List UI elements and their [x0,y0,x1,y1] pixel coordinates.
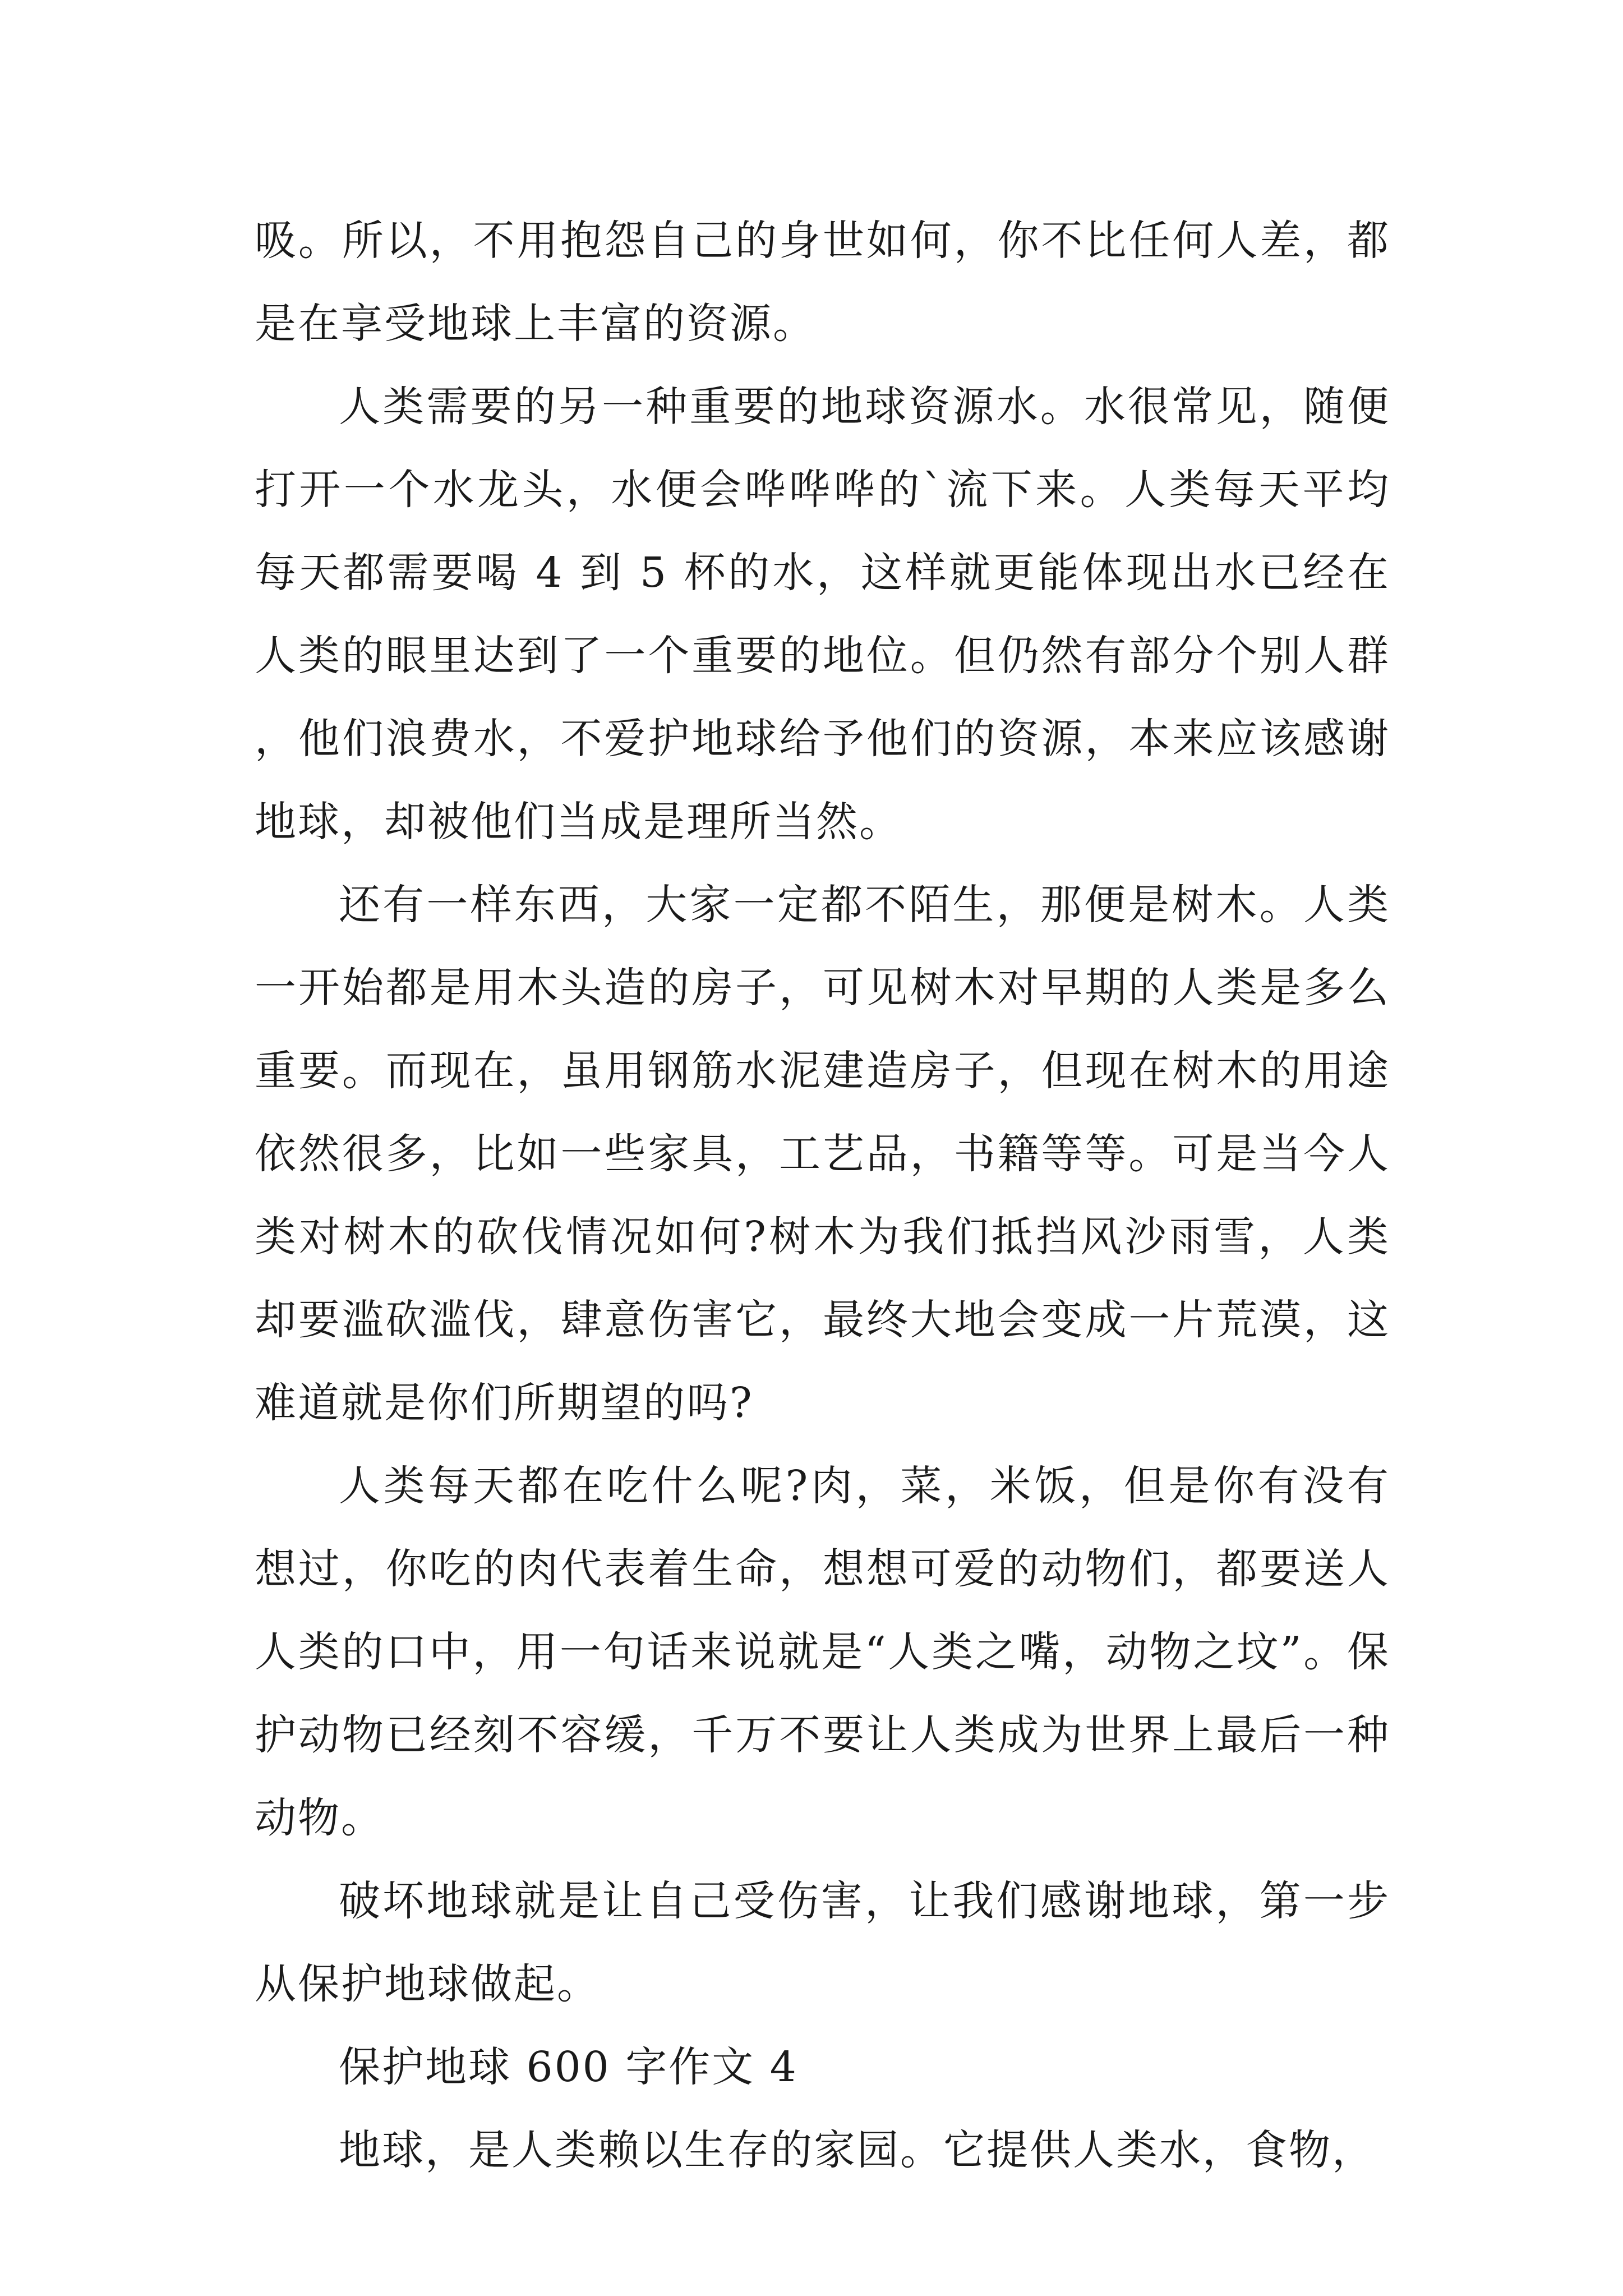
paragraph-3: 还有一样东西，大家一定都不陌生，那便是树木。人类一开始都是用木头造的房子，可见树木对早期的人类是多么重要。而现在，虽用钢筋水泥建造房子，但现在树木的用途依然很多，比如一些家具，工艺品，书籍等等。可是当今人类对树木的砍伐情况如何?树木为我们抵挡风沙雨雪，人类却要滥砍滥伐，肆意伤害它，最终大地会变成一片荒漠，这难道就是你们所期望的吗? [255,881,1390,1427]
paragraph-4: 人类每天都在吃什么呢?肉，菜，米饭，但是你有没有想过，你吃的肉代表着生命，想想可爱的动物们，都要送人人类的口中，用一句话来说就是“人类之嘴，动物之坟”。保护动物已经刻不容缓，千万不要让人类成为世界上最后一种动物。 [255,1462,1390,1842]
paragraph-2: 人类需要的另一种重要的地球资源水。水很常见，随便打开一个水龙头，水便会哗哗哗的`流下来。人类每天平均每天都需要喝 4 到 5 杯的水，这样就更能体现出水已经在人类的眼里达到了一个重要的地位。但仍然有部分个别人群，他们浪费水，不爱护地球给予他们的资源，本来应该感谢地球，却被他们当成是理所当然。 [255,383,1390,846]
essay-heading: 保护地球 600 字作文 4 [339,2043,798,2091]
paragraph-5: 破坏地球就是让自己受伤害，让我们感谢地球，第一步从保护地球做起。 [255,1877,1390,2008]
paragraph-6: 地球，是人类赖以生存的家园。它提供人类水，食物， [339,2126,1375,2174]
document-body [255,199,1390,2192]
paragraph-1: 吸。所以，不用抱怨自己的身世如何，你不比任何人差，都是在享受地球上丰富的资源。 [255,217,1390,348]
